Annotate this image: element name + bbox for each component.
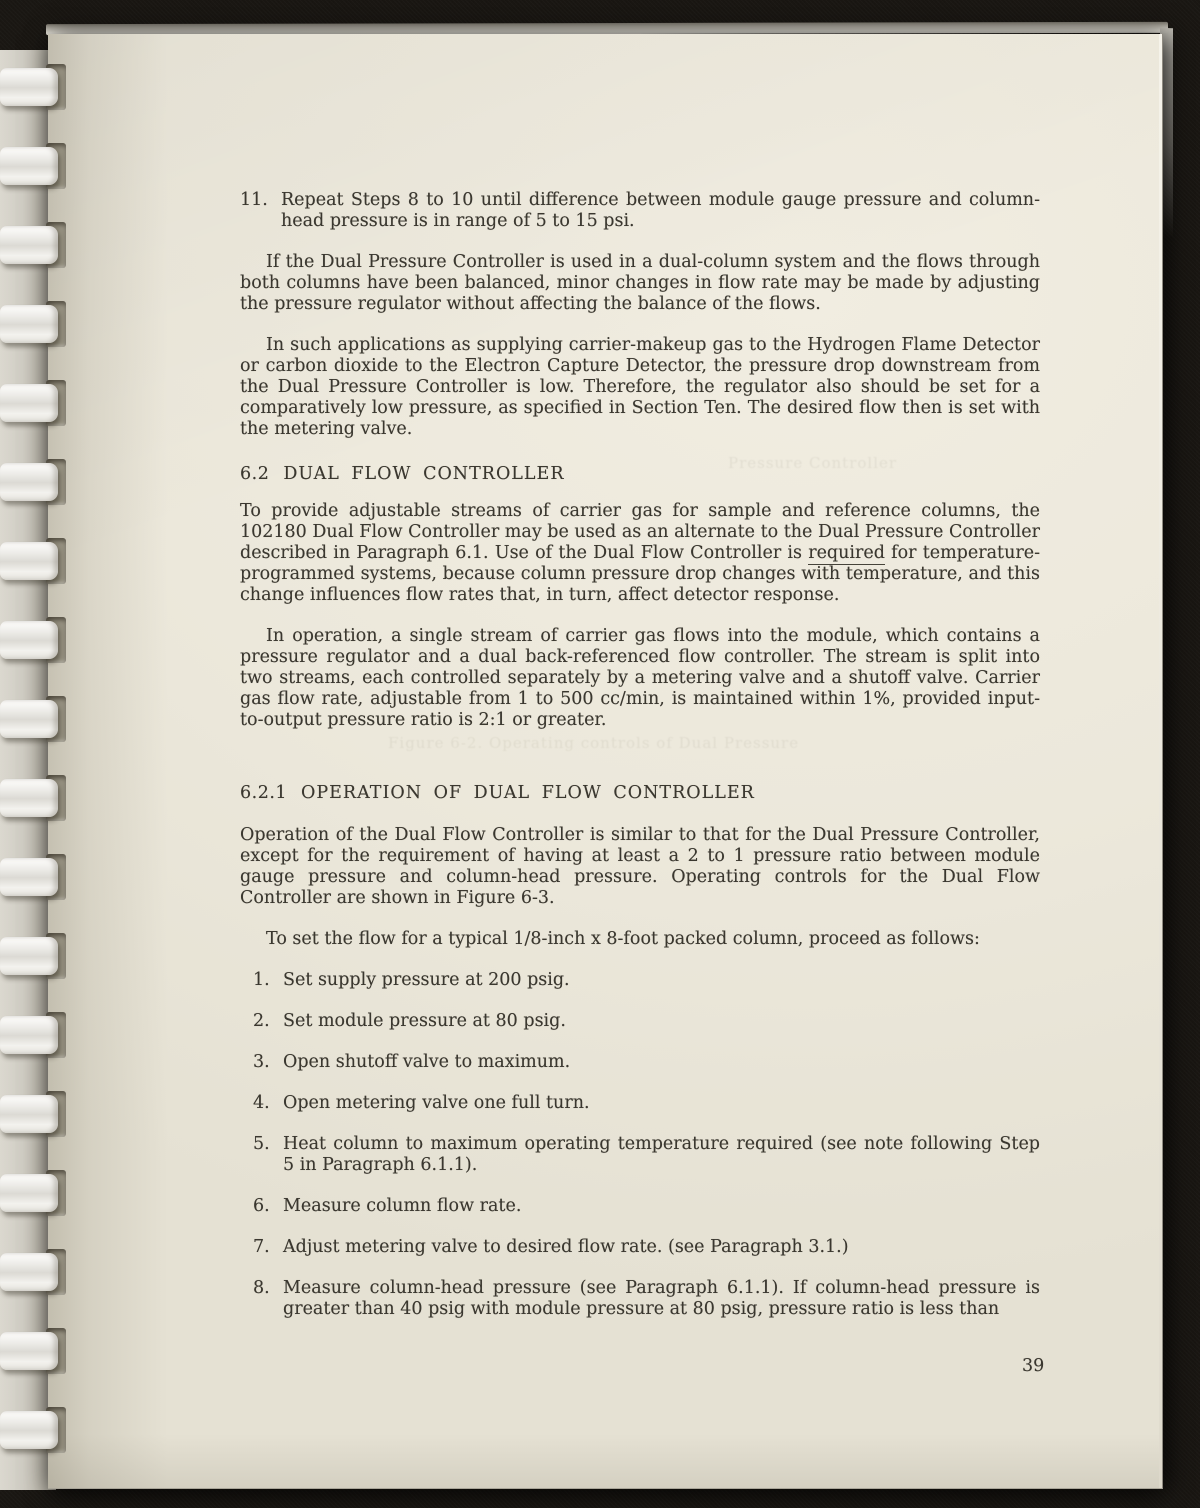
paragraph-operation: In operation, a single stream of carrier gas flows into the module, which contains a pressure regulator and a dual back-referenced flow controller. The stream is split into two streams, each controlled separately by a metering valve and a shutoff valve. Carrier gas flow rate, adjustable from 1 to 500 cc/min, is maintained within 1%, provided input-to-output pressure ratio is 2:1 or greater. <box>240 626 1040 730</box>
section-number: 6.2 <box>240 464 270 484</box>
binding-tooth <box>0 937 58 975</box>
gutter-shadow <box>48 34 168 1488</box>
step-text: Measure column-head pressure (see Paragraph 6.1.1). If column-head pressure is greater than 40 psig with module pressure at 80 psig, pressure ratio is less than <box>283 1278 1040 1319</box>
step-number: 7. <box>253 1237 270 1257</box>
procedure-step <box>253 1011 1040 1032</box>
binding-tooth <box>0 858 58 896</box>
bottom-shadow <box>48 1434 1162 1488</box>
binding-tooth <box>0 1253 58 1291</box>
procedure-step <box>253 1196 1040 1217</box>
step-text: Open shutoff valve to maximum. <box>283 1052 571 1072</box>
procedure-step <box>253 1134 1040 1176</box>
procedure-step <box>253 970 1040 991</box>
step-text: Heat column to maximum operating temperature required (see note following Step 5 in Paragraph 6.1.1). <box>283 1134 1040 1175</box>
step-number: 8. <box>253 1278 270 1298</box>
binding-tooth <box>0 463 58 501</box>
step-number: 3. <box>253 1052 270 1072</box>
binding-tooth <box>0 1174 58 1212</box>
item-text: Repeat Steps 8 to 10 until difference between module gauge pressure and column-head pressure is in range of 5 to 15 psi. <box>281 190 1040 231</box>
bleed-through-text: Pressure Controller <box>728 454 898 472</box>
step-text: Set module pressure at 80 psig. <box>283 1011 566 1031</box>
paragraph-text: To provide adjustable streams of carrier gas for sample and reference columns, the 102180 Dual Flow Controller may be used as an alternate to the Dual Pressure Controller described in Paragraph 6.1. Use of the Dual Flow Controller is <box>240 501 1040 563</box>
paragraph-dual-column: If the Dual Pressure Controller is used in a dual-column system and the flows through both columns have been balanced, minor changes in flow rate may be made by adjusting the pressure regulator without affecting the balance of the flows. <box>240 252 1040 314</box>
step-number: 4. <box>253 1093 270 1113</box>
step-number: 2. <box>253 1011 270 1031</box>
binding-tooth <box>0 700 58 738</box>
binding-tooth <box>0 226 58 264</box>
binding-tooth <box>0 1411 58 1449</box>
binding-tooth <box>0 1332 58 1370</box>
binding-tooth <box>0 1016 58 1054</box>
procedure-step <box>253 1093 1040 1114</box>
section-heading-6-2 <box>240 464 1040 485</box>
page-number: 39 <box>1022 1356 1045 1376</box>
procedure-steps <box>253 970 1040 1320</box>
binding-tooth <box>0 542 58 580</box>
binding-tooth <box>0 779 58 817</box>
step-number: 5. <box>253 1134 270 1154</box>
section-title: DUAL FLOW CONTROLLER <box>283 464 565 484</box>
paragraph-procedure-lead: To set the flow for a typical 1/8-inch x 8-foot packed column, proceed as follows: <box>266 929 980 949</box>
step-number: 1. <box>253 970 270 990</box>
step-text: Set supply pressure at 200 psig. <box>283 970 570 990</box>
step-text: Open metering valve one full turn. <box>283 1093 590 1113</box>
manual-page <box>48 34 1163 1489</box>
binding-tooth <box>0 384 58 422</box>
procedure-step <box>253 1237 1040 1258</box>
numbered-item-11 <box>240 190 1040 232</box>
binding-tooth <box>0 68 58 106</box>
binding-tooth <box>0 621 58 659</box>
step-number: 6. <box>253 1196 270 1216</box>
paragraph-dual-flow-intro <box>240 501 1040 606</box>
page-content <box>240 190 1040 1340</box>
binding-tooth <box>0 305 58 343</box>
section-heading-6-2-1 <box>240 783 1040 804</box>
paragraph-applications: In such applications as supplying carrier-makeup gas to the Hydrogen Flame Detector or carbon dioxide to the Electron Capture Detector, the pressure drop downstream from the Dual Pressure Controller is low. Therefore, the regulator also should be set for a comparatively low pressure, as specified in Section Ten. The desired flow then is set with the metering valve. <box>240 335 1040 439</box>
step-text: Adjust metering valve to desired flow rate. (see Paragraph 3.1.) <box>283 1237 849 1257</box>
binding-tooth <box>0 1095 58 1133</box>
paragraph-operation-intro: Operation of the Dual Flow Controller is similar to that for the Dual Pressure Controller, except for the requirement of having at least a 2 to 1 pressure ratio between module gauge pressure and column-head pressure. Operating controls for the Dual Flow Controller are shown in Figure 6-3. <box>240 825 1040 908</box>
section-number: 6.2.1 <box>240 783 288 803</box>
step-text: Measure column flow rate. <box>283 1196 522 1216</box>
binding-tooth <box>0 147 58 185</box>
item-number: 11. <box>240 190 268 210</box>
procedure-step <box>253 1278 1040 1320</box>
paragraph-text: for temperature-programmed systems, because column pressure drop changes with temperature, and this change influences flow rates that, in turn, affect detector response. <box>240 543 1040 605</box>
procedure-step <box>253 1052 1040 1073</box>
underlined-word: required <box>808 543 885 563</box>
bleed-through-text: Figure 6-2. Operating controls of Dual Pressure <box>388 734 800 752</box>
section-title: OPERATION OF DUAL FLOW CONTROLLER <box>301 783 755 803</box>
